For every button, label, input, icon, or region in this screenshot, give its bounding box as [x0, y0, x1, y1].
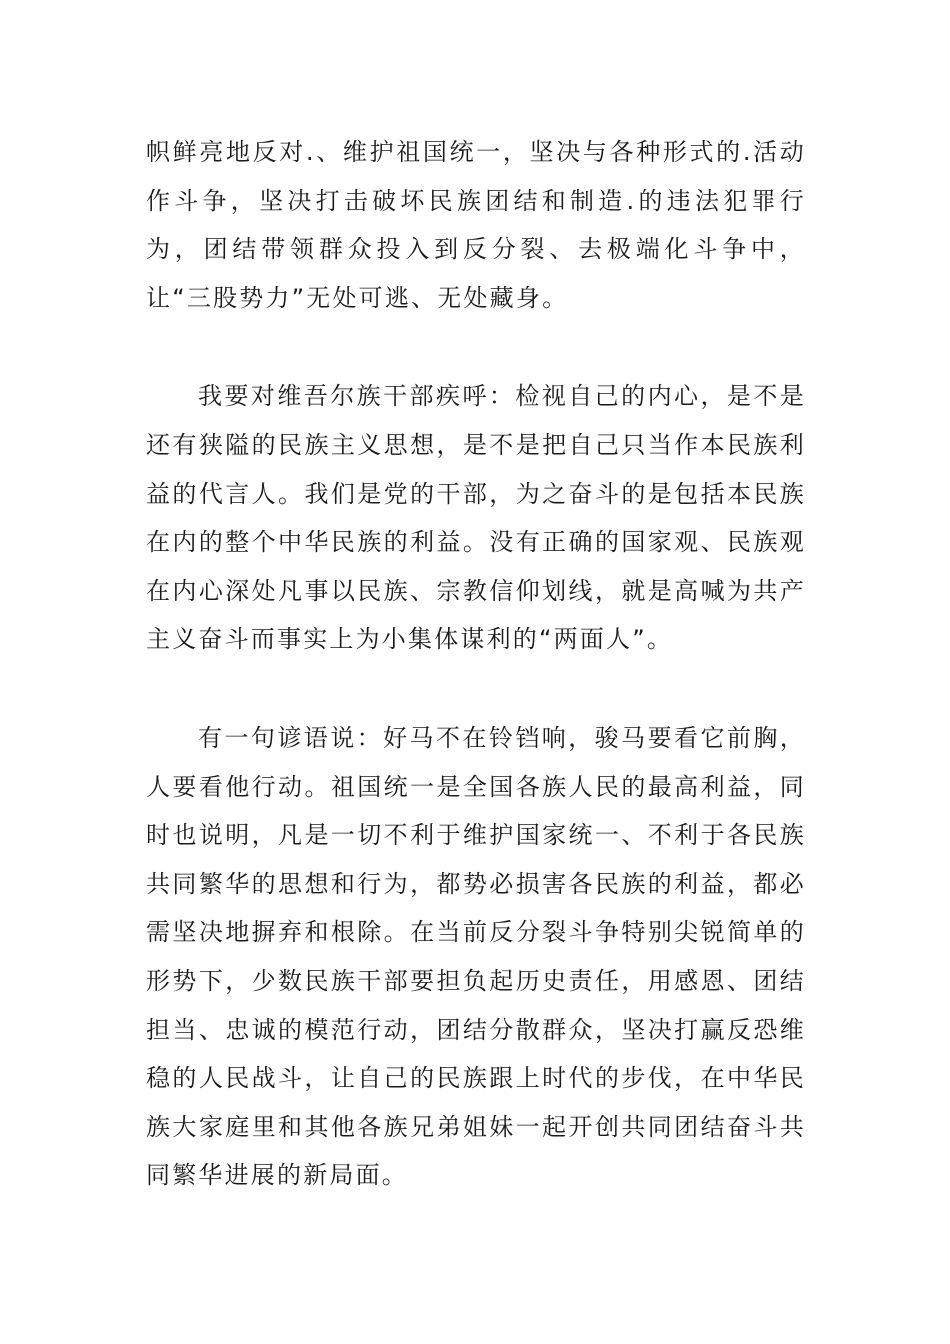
document-body [146, 128, 806, 1200]
paragraph-proverb: 有一句谚语说：好马不在铃铛响，骏马要看它前胸，人要看他行动。祖国统一是全国各族人民的最高利益，同时也说明，凡是一切不利于维护国家统一、不利于各民族共同繁华的思想和行为，都势必损害各民族的利益，都必需坚决地摒弃和根除。在当前反分裂斗争特别尖锐简单的形势下，少数民族干部要担负起历史责任，用感恩、团结担当、忠诚的模范行动，团结分散群众，坚决打赢反恐维稳的人民战斗，让自己的民族跟上时代的步伐，在中华民族大家庭里和其他各族兄弟姐妹一起开创共同团结奋斗共同繁华进展的新局面。 [146, 723, 806, 1190]
paragraph-continuation: 帜鲜亮地反对.、维护祖国统一，坚决与各种形式的.活动作斗争，坚决打击破坏民族团结和制造.的违法犯罪行为，团结带领群众投入到反分裂、去极端化斗争中，让“三股势力”无处可逃、无处藏身。 [146, 138, 806, 312]
paragraph-uyghur-cadres: 我要对维吾尔族干部疾呼：检视自己的内心，是不是还有狭隘的民族主义思想，是不是把自己只当作本民族利益的代言人。我们是党的干部，为之奋斗的是包括本民族在内的整个中华民族的利益。没有正确的国家观、民族观在内心深处凡事以民族、宗教信仰划线，就是高喊为共产主义奋斗而事实上为小集体谋利的“两面人”。 [146, 382, 806, 654]
